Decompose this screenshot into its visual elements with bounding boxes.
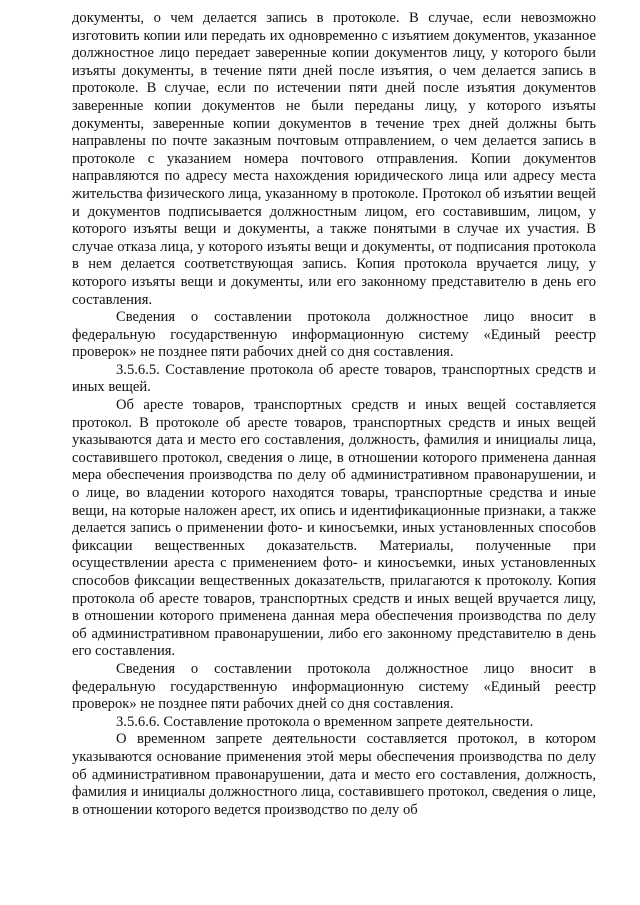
paragraph-registry-note: Сведения о составлении протокола должностное лицо вносит в федеральную государственную информационную систему «Единый реестр проверок» не позднее пяти рабочих дней со дня составления. [72,660,596,713]
paragraph-registry-note: Сведения о составлении протокола должностное лицо вносит в федеральную государственную информационную систему «Единый реестр проверок» не позднее пяти рабочих дней со дня составления. [72,309,596,361]
paragraph-temporary-ban: О временном запрете деятельности составляется протокол, в котором указываются основание применения этой меры обеспечения производства по делу об административном правонарушении, дата и место его составления, должность, фамилия и инициалы должностного лица, составившего протокол, сведения о лице, в отношении которого ведется производство по делу об [72,731,596,818]
paragraph-continuation: документы, о чем делается запись в протоколе. В случае, если невозможно изготовить копии или передать их одновременно с изъятием документов, указанное должностное лицо передает заверенные копии документов лицу, у которого были изъяты документы, в течение пяти дней после изъятия, о чем делается запись в протоколе. В случае, если по истечении пяти дней после изъятия документов заверенные копии документов не были переданы лицу, у которого изъяты документы, заверенные копии документов в течение трех дней должны быть направлены по почте заказным почтовым отправлением, о чем делается запись в протоколе с указанием номера почтового отправления. Копии документов направляются по адресу места нахождения юридического лица или адресу места жительства физического лица, указанному в протоколе. Протокол об изъятии вещей и документов подписывается должностным лицом, его составившим, лицом, у которого изъяты вещи и документы, а также понятыми в случае их участия. В случае отказа лица, у которого изъяты вещи и документы, от подписания протокола в нем делается соответствующая запись. Копия протокола вручается лицу, у которого изъяты вещи и документы, или его законному представителю в день его составления. [72,10,596,308]
paragraph-arrest-protocol: Об аресте товаров, транспортных средств и иных вещей составляется протокол. В протоколе об аресте товаров, транспортных средств и иных вещей указываются дата и место его составления, должность, фамилия и инициалы лица, составившего протокол, сведения о лице, в отношении которого применена данная мера обеспечения производства по делу об административном правонарушении, и о лице, во владении которого находятся товары, транспортные средства и иные вещи, на которые наложен арест, их опись и идентификационные признаки, а также делается запись о применении фото- и киносъемки, иных установленных способов фиксации вещественных доказательств. Материалы, полученные при осуществлении ареста с применением фото- и киносъемки, иных установленных способов фиксации вещественных доказательств, прилагаются к протоколу. Копия протокола об аресте товаров, транспортных средств и иных вещей вручается лицу, в отношении которого применена данная мера обеспечения производства по делу об административном правонарушении, либо его законному представителю в день его составления. [72,397,596,660]
section-heading-3-5-6-5: 3.5.6.5. Составление протокола об аресте товаров, транспортных средств и иных вещей. [72,361,596,396]
section-heading-3-5-6-6: 3.5.6.6. Составление протокола о временном запрете деятельности. [116,713,534,730]
